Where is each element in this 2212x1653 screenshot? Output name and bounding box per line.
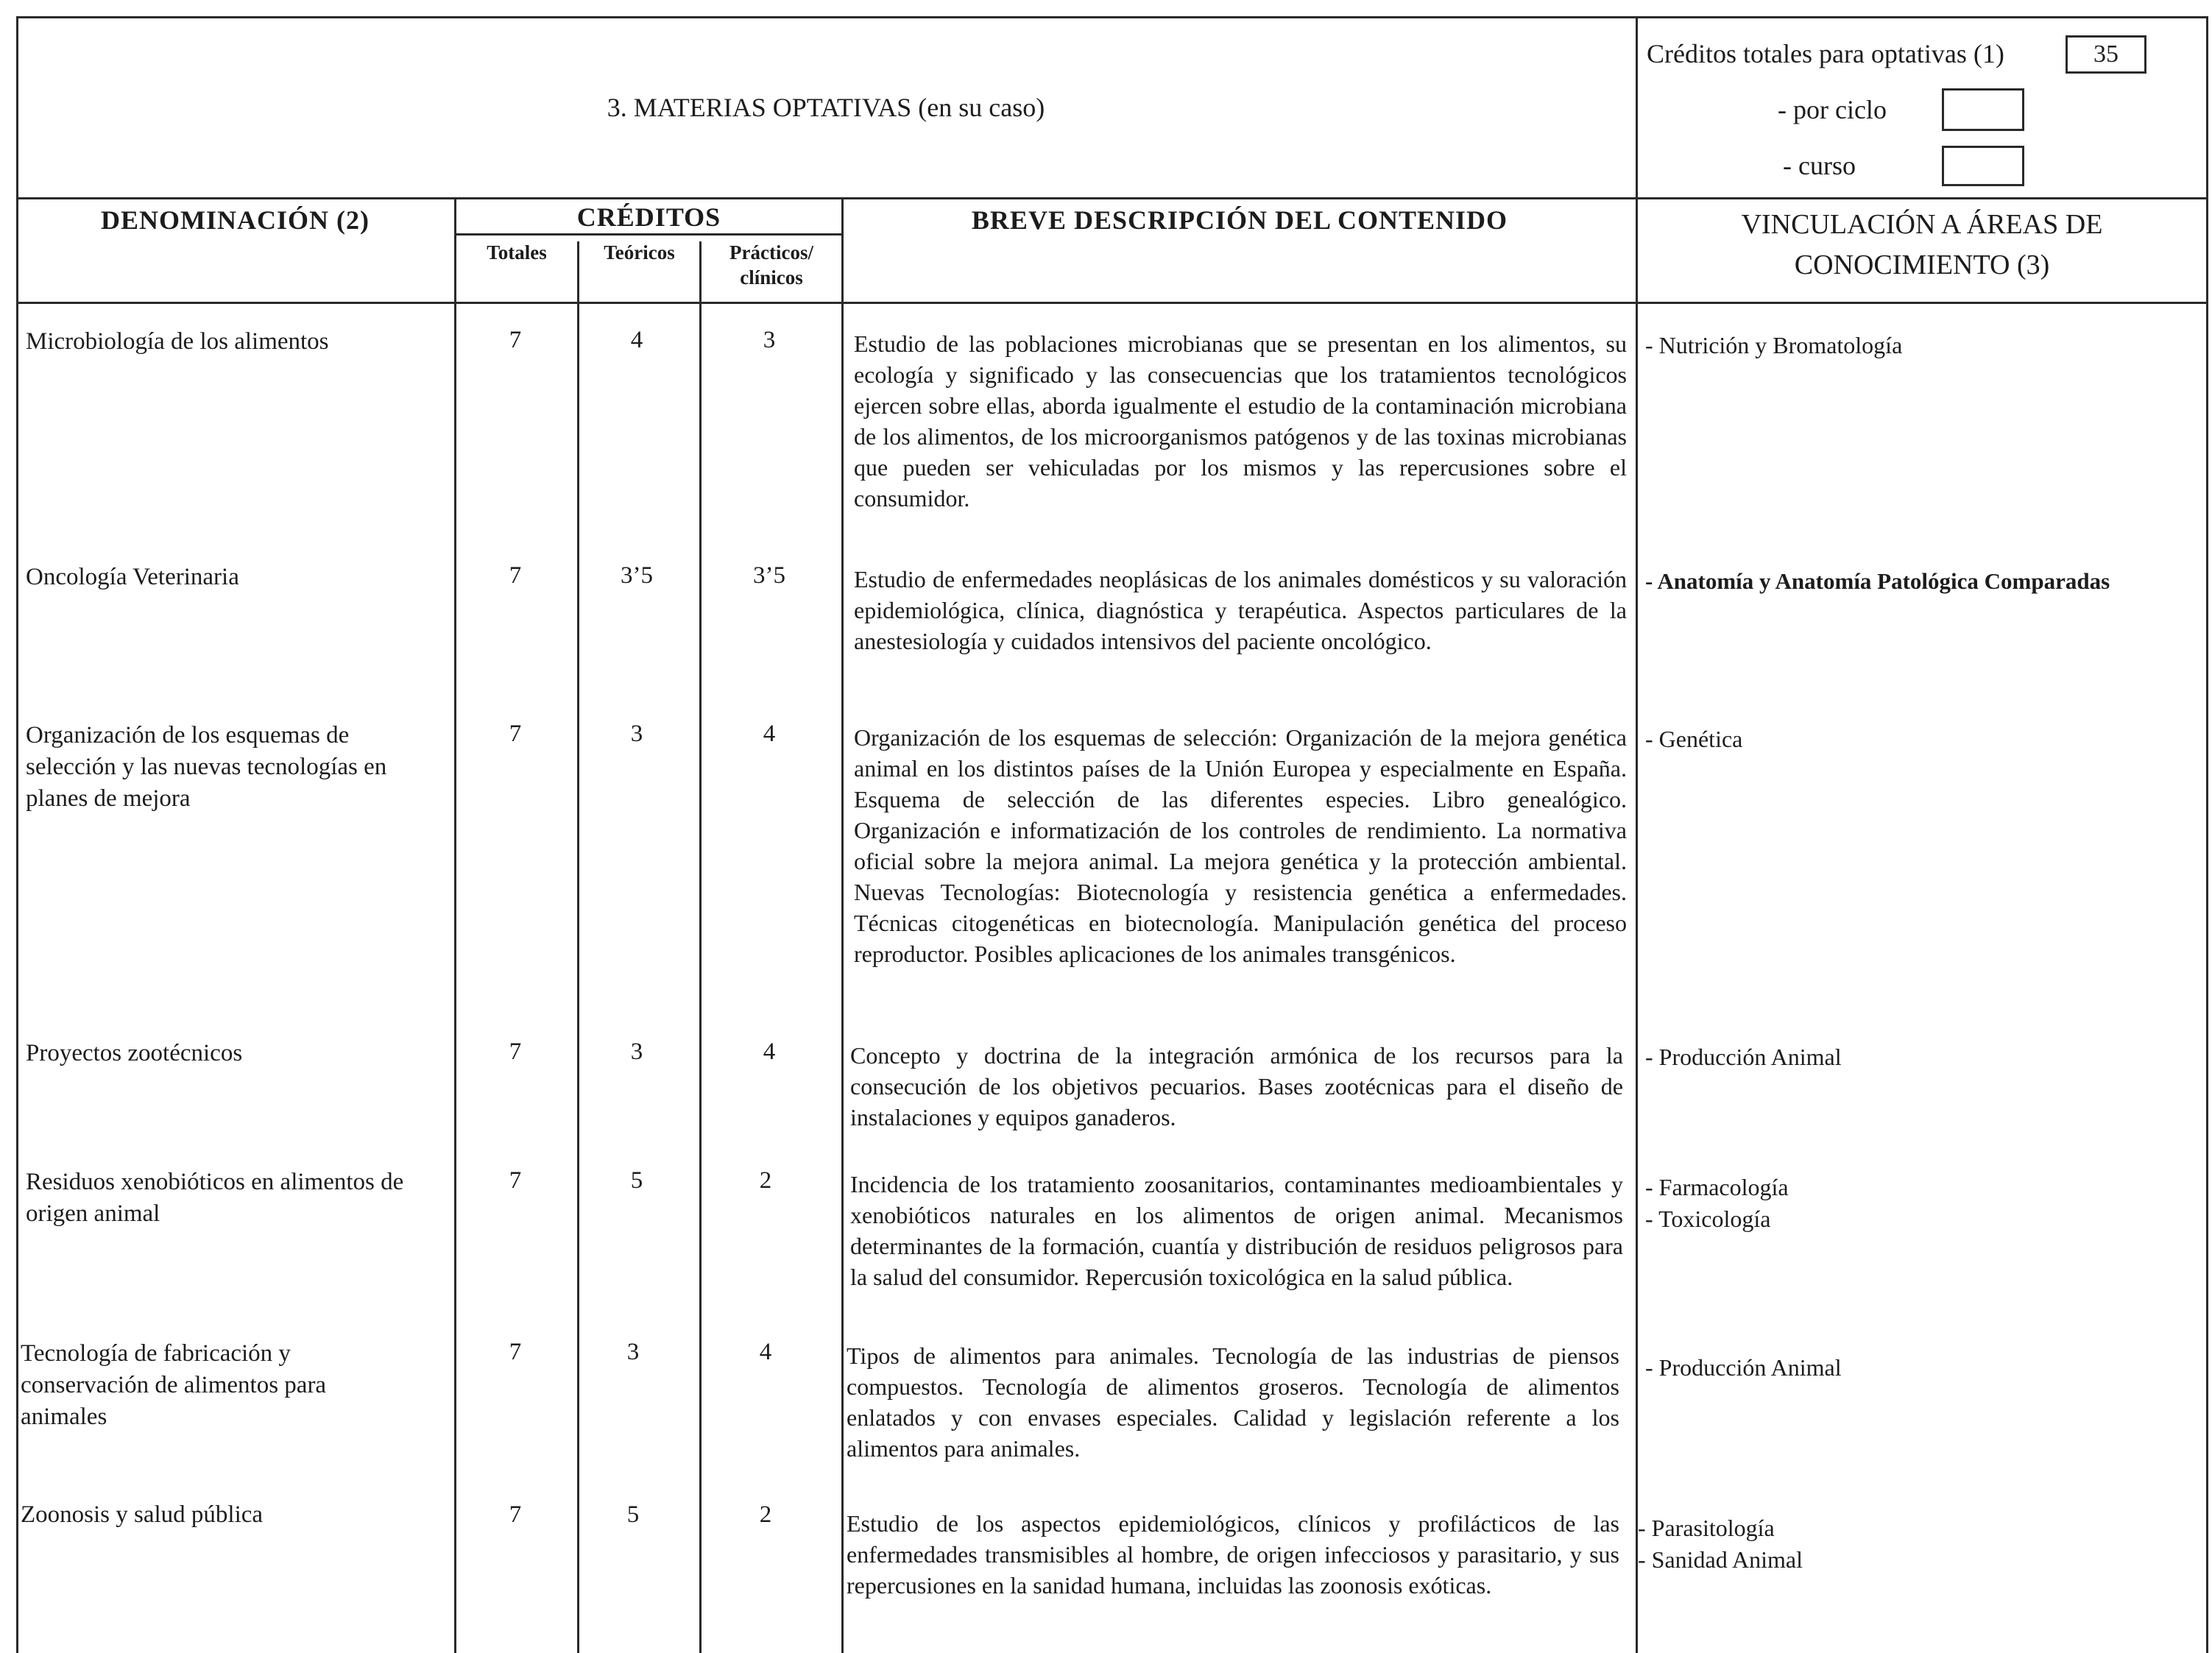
- row-practicos: 2: [759, 1167, 772, 1194]
- creditos-subheader-line: [454, 233, 844, 236]
- row-description: Incidencia de los tratamiento zoosanitarios, contaminantes medioambientales y xenobióticos naturales en los alimentos de origen animal. Mecanismos determinantes de la formación, cuantía y distribución de residuos peligrosos para la salud del consumidor. Repercusión toxicológica en la salud pública.: [850, 1171, 1623, 1290]
- row-areas: - Farmacología - Toxicología: [1645, 1174, 1789, 1232]
- credits-total-box: [2066, 35, 2146, 74]
- row-areas: - Producción Animal: [1645, 1044, 1842, 1070]
- row-name: Tecnología de fabricación y conservación de alimentos para animales: [21, 1340, 327, 1430]
- per-cycle-box: [1942, 88, 2024, 131]
- column-header-bottom-border: [16, 302, 2208, 304]
- col-header-vinculacion-line2: CONOCIMIENTO (3): [1794, 249, 2050, 280]
- col-header-teoricos: Teóricos: [604, 241, 675, 263]
- row-description: Concepto y doctrina de la integración armónica de los recursos para la consecución de los objetivos pecuarios. Bases zootécnicas para el diseño de instalaciones y equipos ganaderos.: [850, 1042, 1623, 1130]
- col-header-totales: Totales: [487, 241, 547, 263]
- top-border: [16, 16, 2208, 18]
- row-name: Residuos xenobióticos en alimentos de origen animal: [26, 1169, 404, 1227]
- row-name: Proyectos zootécnicos: [26, 1040, 243, 1066]
- row-teoricos: 3: [630, 1038, 643, 1065]
- row-teoricos: 4: [630, 327, 643, 353]
- row-totales: 7: [509, 721, 522, 747]
- row-practicos: 4: [763, 721, 776, 747]
- divider-teoricos: [699, 241, 702, 1653]
- row-teoricos: 3’5: [621, 562, 653, 589]
- row-totales: 7: [509, 327, 522, 353]
- course-label: - curso: [1783, 151, 1856, 180]
- row-practicos: 4: [759, 1339, 772, 1365]
- col-header-denominacion: DENOMINACIÓN (2): [101, 205, 370, 235]
- section-title: 3. MATERIAS OPTATIVAS (en su caso): [607, 93, 1045, 122]
- row-practicos: 3: [763, 327, 776, 353]
- row-description: Estudio de las poblaciones microbianas que se presentan en los alimentos, su ecología y significado y las consecuencias que los tratamientos tecnológicos ejercen sobre ellas, aborda igualmente el estudio de la contaminación microbiana de los alimentos, de los microorganismos patógenos y de las toxinas microbianas que pueden ser vehiculadas por los mismos y las repercusiones sobre el consumidor.: [854, 330, 1627, 512]
- col-header-practicos-line1: Prácticos/: [729, 241, 813, 263]
- row-totales: 7: [509, 562, 522, 589]
- col-header-descripcion: BREVE DESCRIPCIÓN DEL CONTENIDO: [971, 205, 1508, 235]
- page-title: [16, 92, 1636, 123]
- course-box: [1942, 146, 2024, 186]
- row-practicos: 4: [763, 1038, 776, 1065]
- credits-total-label: Créditos totales para optativas (1): [1647, 39, 2004, 68]
- row-totales: 7: [509, 1339, 522, 1365]
- row-totales: 7: [509, 1038, 522, 1065]
- row-name: Organización de los esquemas de selección y las nuevas tecnologías en planes de mejora: [26, 722, 387, 812]
- row-description: Estudio de los aspectos epidemiológicos, clínicos y profilácticos de las enfermedades transmisibles al hombre, de origen infecciosos y parasitario, y sus repercusiones en la sanidad humana, incluidas las zoonosis exóticas.: [847, 1510, 1619, 1599]
- row-description: Tipos de alimentos para animales. Tecnología de las industrias de piensos compuestos. Tecnología de alimentos groseros. Tecnología de alimentos enlatados y con envases especiales. Calidad y legislación referente a los alimentos para animales.: [847, 1342, 1619, 1462]
- row-areas: - Parasitología - Sanidad Animal: [1638, 1515, 1803, 1573]
- row-name: Zoonosis y salud pública: [21, 1501, 264, 1528]
- divider-denominacion: [454, 197, 456, 1653]
- row-description: Estudio de enfermedades neoplásicas de los animales domésticos y su valoración epidemiológica, clínica, diagnóstica y terapéutica. Aspectos particulares de la anestesiología y cuidados intensivos del paciente oncológico.: [854, 566, 1627, 654]
- row-teoricos: 3: [630, 721, 643, 747]
- row-name: Oncología Veterinaria: [26, 564, 239, 590]
- row-name: Microbiología de los alimentos: [26, 328, 329, 355]
- row-teoricos: 3: [626, 1339, 640, 1365]
- col-header-creditos: CRÉDITOS: [576, 202, 721, 232]
- col-header-vinculacion-line1: VINCULACIÓN A ÁREAS DE: [1741, 209, 2103, 240]
- col-header-vinculacion: [1638, 205, 2206, 286]
- per-cycle-label: - por ciclo: [1778, 95, 1887, 124]
- row-areas: - Genética: [1645, 726, 1743, 752]
- row-description: Organización de los esquemas de selección: Organización de la mejora genética animal en los distintos países de la Unión Europea y especialmente en España. Esquema de selección de las diferentes especies. Libro genealógico. Organización e informatización de los controles de rendimiento. La normativa oficial sobre la mejora animal. La mejora genética y la protección ambiental. Nuevas Tecnologías: Biotecnología y resistencia genética a enfermedades. Técnicas citogenéticas en biotecnología. Manipulación genética del proceso reproductor. Posibles aplicaciones de los animales transgénicos.: [854, 724, 1627, 967]
- row-areas: - Producción Animal: [1645, 1354, 1842, 1381]
- left-border: [16, 16, 18, 1653]
- row-practicos: 2: [759, 1501, 772, 1528]
- row-teoricos: 5: [626, 1501, 640, 1528]
- right-border: [2206, 16, 2208, 1653]
- divider-totales: [577, 241, 579, 1653]
- row-teoricos: 5: [630, 1167, 643, 1194]
- row-areas: - Anatomía y Anatomía Patológica Comparadas: [1645, 568, 2110, 594]
- row-totales: 7: [509, 1501, 522, 1528]
- col-header-practicos-line2: clínicos: [740, 266, 803, 289]
- credits-total-value: 35: [2093, 40, 2119, 68]
- divider-creditos: [841, 197, 844, 1653]
- row-areas: - Nutrición y Bromatología: [1645, 332, 1903, 358]
- row-totales: 7: [509, 1167, 522, 1194]
- row-practicos: 3’5: [753, 562, 785, 589]
- header-bottom-border: [16, 197, 2208, 199]
- col-header-practicos: [702, 240, 841, 290]
